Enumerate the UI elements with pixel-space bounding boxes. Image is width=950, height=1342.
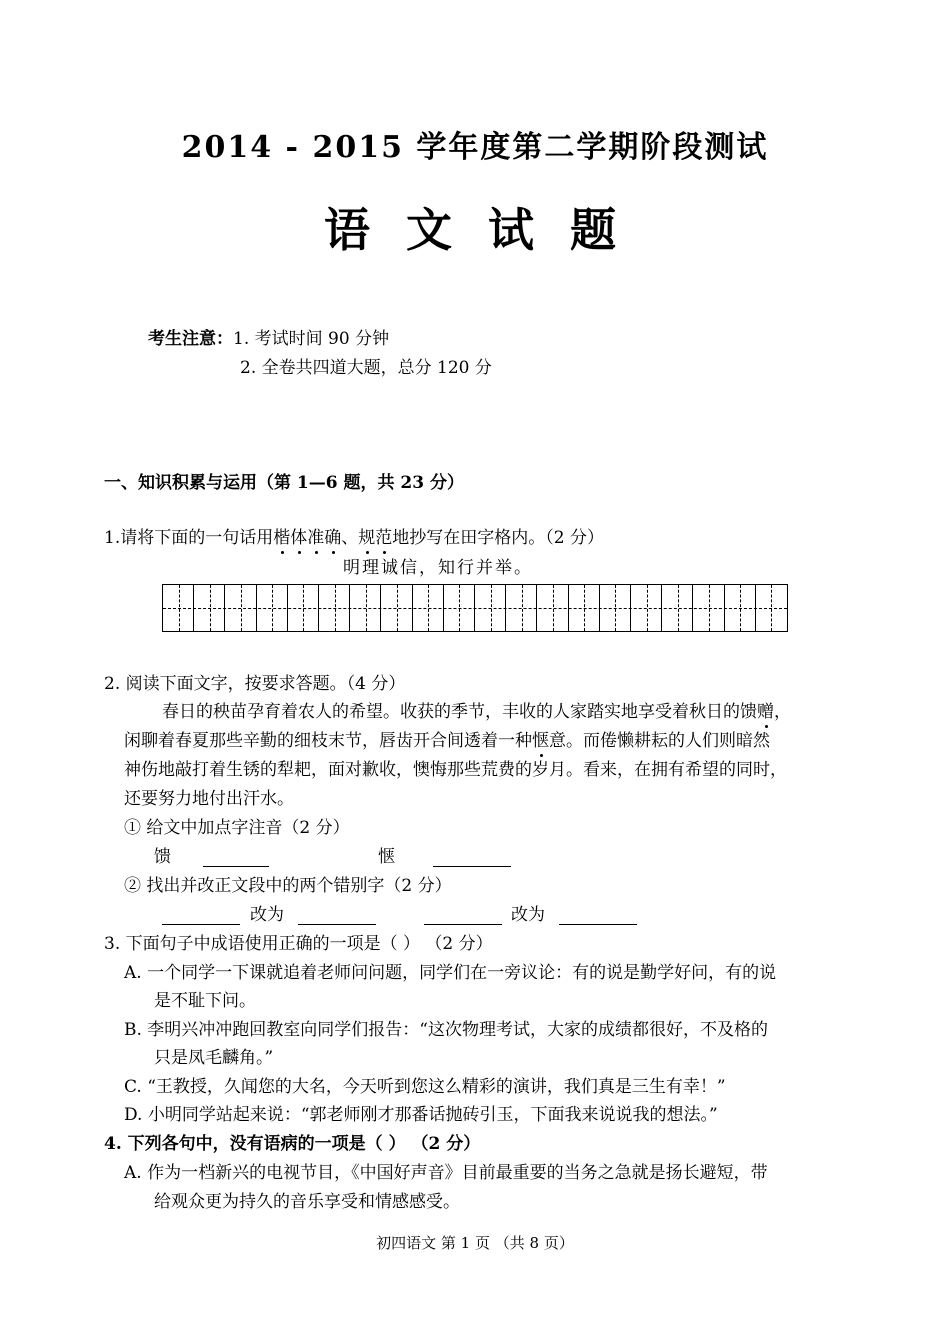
grid-cell[interactable] [569, 585, 600, 631]
grid-cell-center-line [366, 585, 367, 631]
correct-char-blank-1[interactable] [298, 906, 376, 925]
q1-phrase: 明理诚信，知行并举。 [343, 558, 533, 578]
grid-cell[interactable] [225, 585, 256, 631]
q2-stem: 2. 阅读下面文字，按要求答题。（4 分） [104, 674, 406, 694]
grid-cell-center-line [491, 585, 492, 631]
q1-dotted-char: 规 [358, 528, 376, 548]
grid-cell[interactable] [381, 585, 412, 631]
change-to-label-1: 改为 [250, 905, 284, 925]
q1-dotted-char: 体 [290, 528, 308, 548]
q3-stem: 3. 下面句子中成语使用正确的一项是（ ） （2 分） [104, 934, 493, 954]
q1-stem-pre: 请将下面的一句话用 [120, 528, 274, 548]
q2-para-line-1-end: ， [774, 702, 791, 722]
q1-dotted-char: 范 [375, 528, 393, 548]
notice-line-1 [148, 326, 389, 352]
q2-para-line-1-text: 春日的秧苗孕育着农人的希望。收获的季节，丰收的人家踏实地享受着秋日的馈 [162, 702, 757, 722]
pinyin-answer-blank-1[interactable] [203, 848, 269, 867]
grid-cell[interactable] [163, 585, 194, 631]
q4-stem: 4. 下列各句中，没有语病的一项是（ ） （2 分） [104, 1134, 481, 1154]
q2-para-line-2 [124, 727, 770, 756]
q1-dotted-char: 准 [307, 528, 325, 548]
grid-cell[interactable] [194, 585, 225, 631]
grid-cell-center-line [584, 585, 585, 631]
grid-cell[interactable] [257, 585, 288, 631]
q1-stem [104, 524, 604, 553]
q1-number: 1. [104, 528, 121, 548]
grid-cell-center-line [647, 585, 648, 631]
notice-item-1: 1. 考试时间 90 分钟 [233, 329, 390, 349]
notice-label: 考生注意： [148, 329, 233, 349]
grid-cell-center-line [771, 585, 772, 631]
q1-stem-post: 地抄写在田字格内。（2 分） [392, 528, 604, 548]
q3-option-d: D. 小明同学站起来说：“郭老师刚才那番话抛砖引玉，下面我来说说我的想法。” [124, 1105, 718, 1125]
q2-para-line-3: 神伤地敲打着生锈的犁耙，面对歉收，懊悔那些荒费的岁月。看来，在拥有希望的同时， [124, 760, 787, 780]
q3-option-b-line-1: B. 李明兴冲冲跑回教室向同学们报告：“这次物理考试，大家的成绩都很好，不及格的 [124, 1020, 768, 1040]
pinyin-answer-blank-2[interactable] [433, 848, 511, 867]
q4-option-a-line-2: 给观众更为持久的音乐享受和情感感受。 [154, 1192, 460, 1212]
change-to-label-2: 改为 [511, 905, 545, 925]
grid-cell-center-line [241, 585, 242, 631]
q1-dotted-char: 、 [341, 528, 359, 548]
grid-cell-center-line [740, 585, 741, 631]
q2-char-2: 惬 [378, 847, 395, 867]
grid-cell-center-line [179, 585, 180, 631]
q2-dotted-char-1: 赠 [757, 702, 774, 722]
q1-dotted-char: 确 [324, 528, 342, 548]
grid-cell-center-line [303, 585, 304, 631]
grid-cell-center-line [553, 585, 554, 631]
q3-option-a-line-2: 是不耻下问。 [154, 991, 256, 1011]
grid-cell[interactable] [631, 585, 662, 631]
wrong-char-blank-1[interactable] [162, 906, 240, 925]
tianzige-grid[interactable] [162, 584, 788, 632]
exam-subject-title: 语 文 试 题 [323, 203, 627, 257]
grid-cell-center-line [428, 585, 429, 631]
grid-cell[interactable] [756, 585, 787, 631]
grid-cell-center-line [615, 585, 616, 631]
q2-sub-question-2: ② 找出并改正文段中的两个错别字（2 分） [124, 876, 452, 896]
grid-cell[interactable] [413, 585, 444, 631]
q2-dotted-char-2: 惬 [532, 731, 549, 751]
notice-item-2: 2. 全卷共四道大题，总分 120 分 [240, 358, 492, 378]
q2-para-line-4: 还要努力地付出汗水。 [124, 789, 294, 809]
correct-char-blank-2[interactable] [559, 906, 637, 925]
section-1-heading: 一、知识积累与运用（第 1—6 题，共 23 分） [104, 473, 464, 493]
grid-cell[interactable] [537, 585, 568, 631]
q2-para-line-1 [162, 698, 791, 727]
grid-cell[interactable] [350, 585, 381, 631]
grid-cell-center-line [709, 585, 710, 631]
grid-cell-center-line [678, 585, 679, 631]
q3-option-c: C. “王教授，久闻您的大名，今天听到您这么精彩的演讲，我们真是三生有幸！” [124, 1077, 726, 1097]
page-footer: 初四语文 第 1 页 （共 8 页） [376, 1234, 574, 1252]
q2-char-1: 馈 [154, 847, 171, 867]
grid-cell-center-line [522, 585, 523, 631]
q2-para-line-2-end: 意。而倦懒耕耘的人们则暗然 [549, 731, 770, 751]
q3-option-a-line-1: A. 一个同学一下课就追着老师问问题，同学们在一旁议论：有的说是勤学好问，有的说 [124, 963, 777, 983]
grid-cell[interactable] [319, 585, 350, 631]
q2-sub-question-1: ① 给文中加点字注音（2 分） [124, 818, 350, 838]
grid-cell-center-line [210, 585, 211, 631]
grid-cell[interactable] [444, 585, 475, 631]
grid-cell[interactable] [725, 585, 756, 631]
grid-cell[interactable] [475, 585, 506, 631]
q1-dotted-text [273, 528, 392, 548]
grid-cell[interactable] [600, 585, 631, 631]
grid-cell[interactable] [288, 585, 319, 631]
grid-cell-center-line [335, 585, 336, 631]
exam-header-title: 2014 - 2015 学年度第二学期阶段测试 [181, 130, 769, 165]
grid-cell-center-line [459, 585, 460, 631]
wrong-char-blank-2[interactable] [424, 906, 502, 925]
q3-option-b-line-2: 只是凤毛麟角。” [154, 1048, 274, 1068]
q1-dotted-char: 楷 [273, 528, 291, 548]
grid-cell[interactable] [506, 585, 537, 631]
q2-para-line-2-text: 闲聊着春夏那些辛勤的细枝末节，唇齿开合间透着一种 [124, 731, 532, 751]
q4-option-a-line-1: A. 作为一档新兴的电视节目，《中国好声音》目前最重要的当务之急就是扬长避短，带 [124, 1163, 768, 1183]
grid-cell-center-line [272, 585, 273, 631]
grid-cell-center-line [397, 585, 398, 631]
grid-cell[interactable] [693, 585, 724, 631]
grid-cell[interactable] [662, 585, 693, 631]
